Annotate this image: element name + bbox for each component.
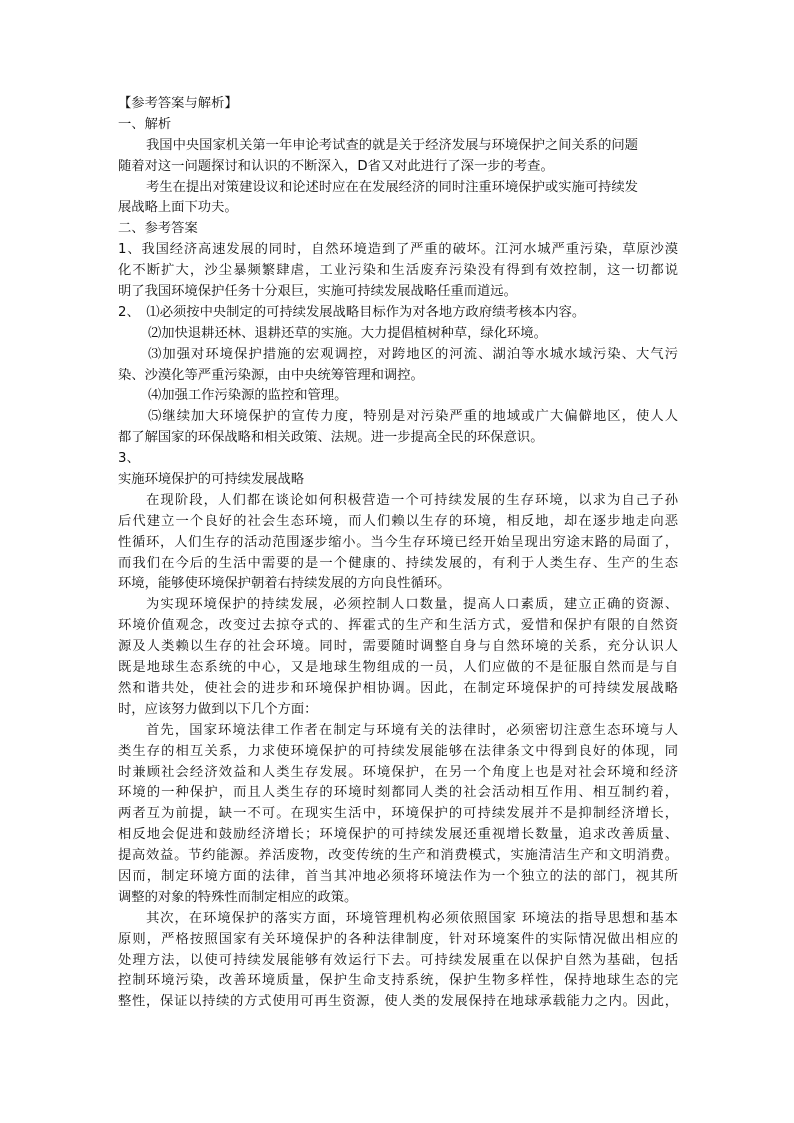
text-line: 一、解析 bbox=[118, 116, 172, 132]
text-line: 环境，能够使环境保护朝着右持续发展的方向良性循环。 bbox=[118, 576, 451, 592]
text-line: 整性，保证以持续的方式使用可再生资源，使人类的发展保持在地球承载能力之内。因此， bbox=[118, 994, 678, 1010]
text-line: 明了我国环境保护任务十分艰巨，实施可持续发展战略任重而道远。 bbox=[118, 284, 517, 300]
text-line: ⑸继续加大环境保护的宣传力度，特别是对污染严重的地域或广大偏僻地区，使人人 bbox=[148, 409, 678, 425]
text-line: 时兼顾社会经济效益和人类生存发展。环境保护，在另一个角度上也是对社会环境和经济 bbox=[118, 764, 678, 780]
text-line: 提高效益。节约能源。养活废物，改变传统的生产和消费模式，实施清洁生产和文明消费。 bbox=[118, 848, 678, 864]
text-line: 两者互为前提，缺一不可。在现实生活中，环境保护的可持续发展并不是抑制经济增长， bbox=[118, 806, 678, 822]
text-line: 调整的对象的特殊性而制定相应的政策。 bbox=[118, 889, 358, 905]
text-line: 都了解国家的环保战略和相关政策、法规。进一步提高全民的环保意识。 bbox=[118, 430, 544, 446]
text-line: 其次，在环境保护的落实方面，环境管理机构必须依照国家 环境法的指导思想和基本 bbox=[146, 910, 678, 926]
text-line: 性循环，人们生存的活动范围逐步缩小。当今生存环境已经开始呈现出穷途末路的局面了， bbox=[118, 534, 678, 550]
text-line: ⑷加强工作污染源的监控和管理。 bbox=[148, 388, 348, 404]
text-line: 1、我国经济高速发展的同时，自然环境造到了严重的破坏。江河水城严重污染，草原沙漠 bbox=[118, 242, 678, 258]
text-line: ⑵加快退耕还林、退耕还草的实施。大力提倡植树种草，绿化环境。 bbox=[148, 325, 547, 341]
text-line: 控制环境污染，改善环境质量，保护生命支持系统，保护生物多样性，保持地球生态的完 bbox=[118, 973, 678, 989]
text-line: 处理方法，以使可持续发展能够有效运行下去。可持续发展重在以保护自然为基础，包括 bbox=[118, 952, 678, 968]
text-line: 为实现环境保护的持续发展，必须控制人口数量，提高人口素质，建立正确的资源、 bbox=[146, 597, 678, 613]
text-line: 时，应该努力做到以下几个方面： bbox=[118, 701, 318, 717]
text-line: 环境价值观念，改变过去掠夺式的、挥霍式的生产和生活方式，爱惜和保护有限的自然资 bbox=[118, 618, 678, 634]
text-line: 【参考答案与解析】 bbox=[118, 96, 238, 111]
text-line: 化不断扩大，沙尘暴频繁肆虐，工业污染和生活废弃污染没有得到有效控制，这一切都说 bbox=[118, 263, 678, 279]
text-line: 源及人类赖以生存的社会环境。同时，需要随时调整自身与自然环境的关系，充分认识人 bbox=[118, 639, 678, 655]
text-line: 3、 bbox=[118, 451, 140, 467]
text-line: 类生存的相互关系，力求使环境保护的可持续发展能够在法律条文中得到良好的体现，同 bbox=[118, 743, 678, 759]
text-line: 2、 ⑴必须按中央制定的可持续发展战略目标作为对各地方政府绩考核本内容。 bbox=[118, 304, 586, 320]
text-line: 考生在提出对策建设议和论述时应在在发展经济的同时注重环境保护或实施可持续发 bbox=[146, 179, 638, 195]
text-line: 首先，国家环境法律工作者在制定与环境有关的法律时，必须密切注意生态环境与人 bbox=[146, 722, 678, 738]
text-line: 随着对这一问题探讨和认识的不断深入，D省又对此进行了深一步的考查。 bbox=[118, 158, 554, 174]
text-line: 环境的一种保护，而且人类生存的环境时刻都同人类的社会活动相互作用、相互制约着， bbox=[118, 785, 678, 801]
text-line: 原则，严格按照国家有关环境保护的各种法律制度，针对环境案件的实际情况做出相应的 bbox=[118, 931, 678, 947]
text-line: 我国中央国家机关第一年申论考试查的就是关于经济发展与环境保护之间关系的问题 bbox=[146, 137, 638, 153]
text-line: 展战略上面下功夫。 bbox=[118, 200, 238, 216]
text-line: ⑶加强对环境保护措施的宏观调控，对跨地区的河流、湖泊等水城水域污染、大气污 bbox=[148, 346, 678, 362]
document-page bbox=[118, 94, 678, 1013]
text-line: 而我们在今后的生活中需要的是一个健康的、持续发展的，有利于人类生存、生产的生态 bbox=[118, 555, 678, 571]
text-line: 相反地会促进和鼓励经济增长；环境保护的可持续发展还重视增长数量，追求改善质量、 bbox=[118, 827, 678, 843]
text-line: 在现阶段，人们都在谈论如何积极营造一个可持续发展的生存环境，以求为自己子孙 bbox=[146, 492, 678, 508]
text-line: 后代建立一个良好的社会生态环境，而人们赖以生存的环境，相反地，却在逐步地走向恶 bbox=[118, 513, 678, 529]
text-line: 因而，制定环境方面的法律，首当其冲地必须将环境法作为一个独立的法的部门，视其所 bbox=[118, 868, 678, 884]
text-line: 染、沙漠化等严重污染源，由中央统筹管理和调控。 bbox=[118, 367, 424, 383]
text-line: 既是地球生态系统的中心，又是地球生物组成的一员，人们应做的不是征服自然而是与自 bbox=[118, 660, 678, 676]
text-line: 然和谐共处，使社会的进步和环境保护相协调。因此，在制定环境保护的可持续发展战略 bbox=[118, 680, 678, 696]
text-line: 二、参考答案 bbox=[118, 221, 198, 237]
text-line: 实施环境保护的可持续发展战略 bbox=[118, 472, 305, 488]
